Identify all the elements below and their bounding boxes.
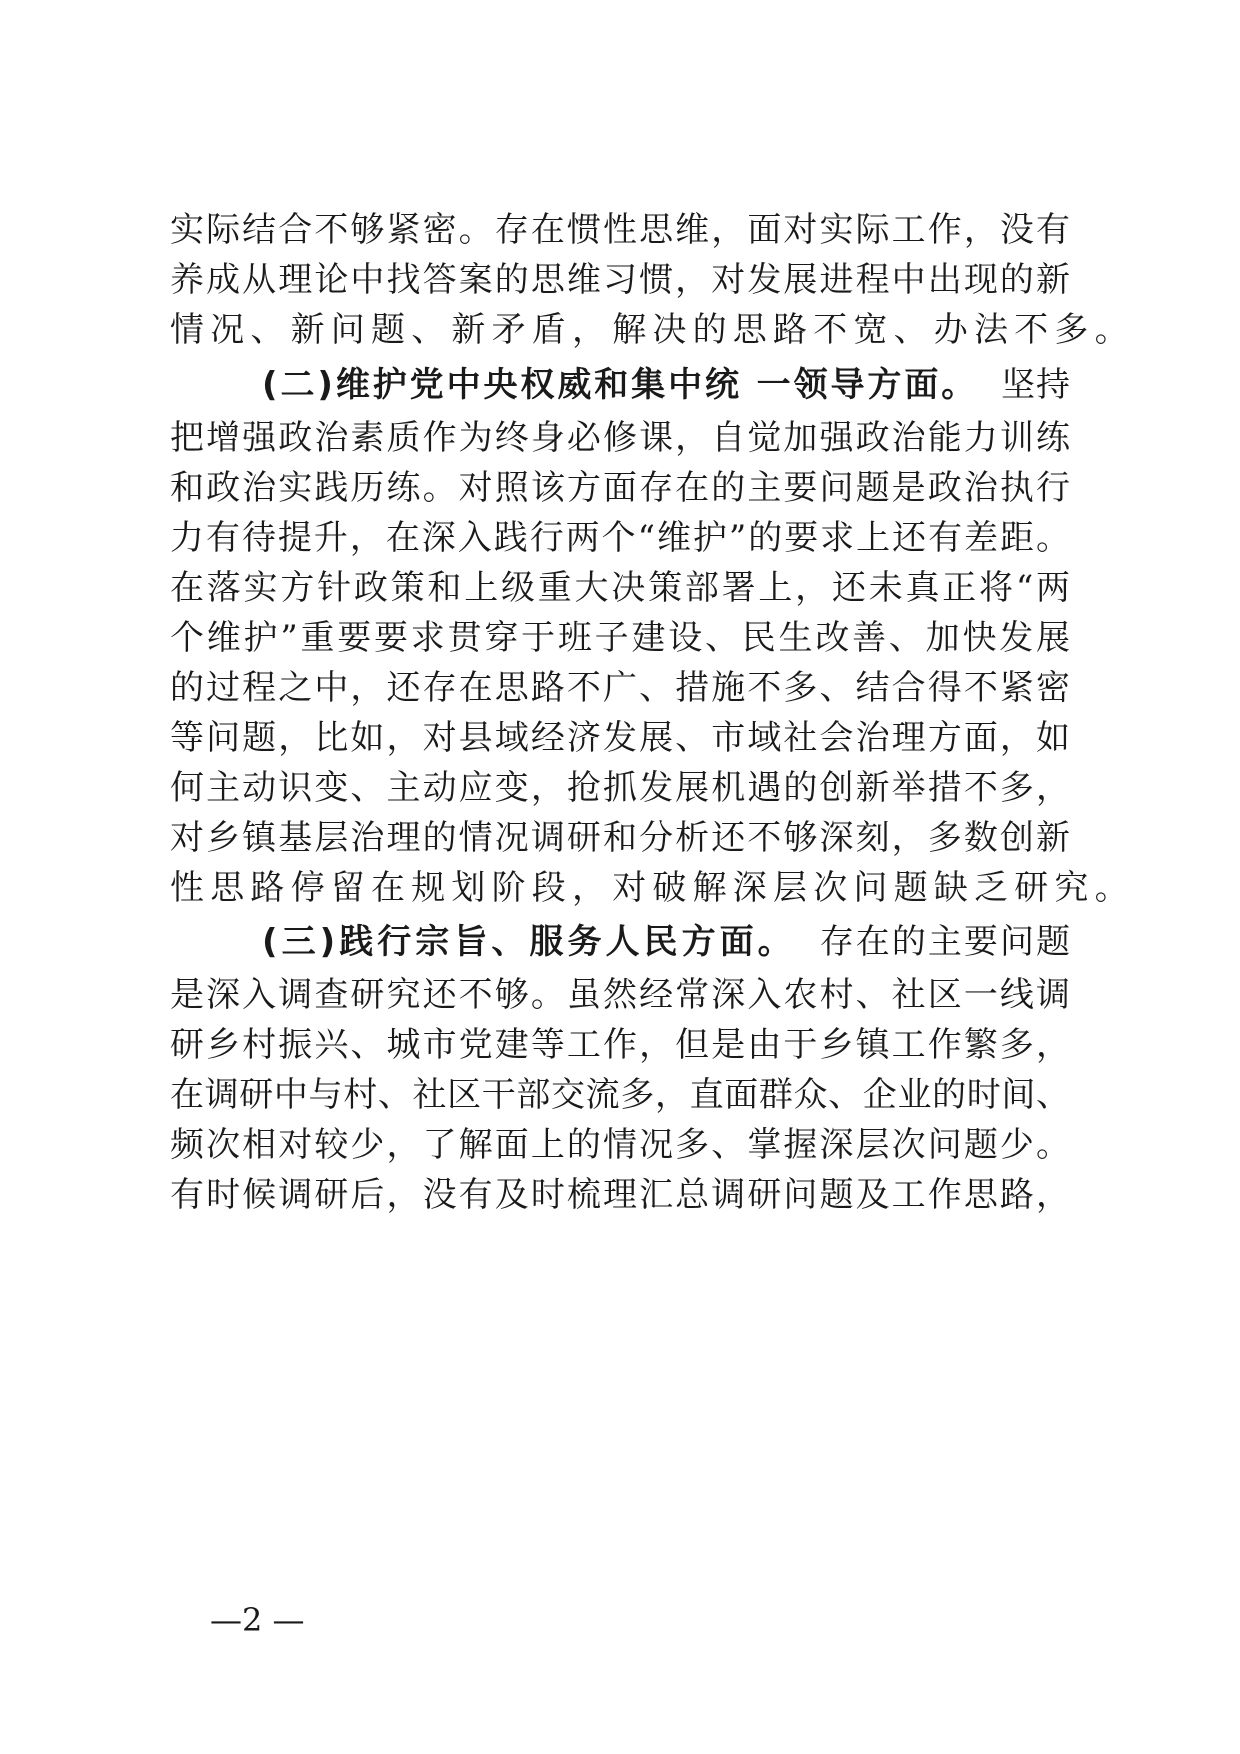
section-heading-line <box>262 359 1070 411</box>
body-text-line: 性思路停留在规划阶段，对破解深层次问题缺乏研究。 <box>170 868 1135 908</box>
section-heading: (三)践行宗旨、服务人民方面。 <box>262 922 796 962</box>
page-number: —2 — <box>210 1601 305 1639</box>
body-text-line: 何主动识变、主动应变，抢抓发展机遇的创新举措不多， <box>170 768 1070 808</box>
body-text-line: 频次相对较少，了解面上的情况多、掌握深层次问题少。 <box>170 1125 1070 1165</box>
section-heading-line <box>262 916 1070 968</box>
body-text-line: 个维护”重要要求贯穿于班子建设、民生改善、加快发展 <box>170 618 1070 658</box>
section-heading: (二)维护党中央权威和集中统 一领导方面。 <box>262 365 979 405</box>
body-text-line: 在调研中与村、社区干部交流多，直面群众、企业的时间、 <box>170 1075 1070 1115</box>
section-lead-text: 存在的主要问题 <box>817 922 1071 962</box>
body-text-line: 把增强政治素质作为终身必修课，自觉加强政治能力训练 <box>170 418 1070 458</box>
body-text-line: 养成从理论中找答案的思维习惯，对发展进程中出现的新 <box>170 260 1070 300</box>
body-text-line: 是深入调查研究还不够。虽然经常深入农村、社区一线调 <box>170 975 1070 1015</box>
body-text-line: 实际结合不够紧密。存在惯性思维，面对实际工作，没有 <box>170 210 1070 250</box>
body-text-line: 在落实方针政策和上级重大决策部署上，还未真正将“两 <box>170 568 1070 608</box>
body-text-line: 和政治实践历练。对照该方面存在的主要问题是政治执行 <box>170 468 1070 508</box>
body-text-line: 等问题，比如，对县域经济发展、市域社会治理方面，如 <box>170 718 1070 758</box>
section-lead-text: 坚持 <box>1000 365 1071 405</box>
body-text-line: 有时候调研后，没有及时梳理汇总调研问题及工作思路， <box>170 1175 1070 1215</box>
body-text-line: 的过程之中，还存在思路不广、措施不多、结合得不紧密 <box>170 668 1070 708</box>
body-text-line: 研乡村振兴、城市党建等工作，但是由于乡镇工作繁多， <box>170 1025 1070 1065</box>
body-text-line: 情况、新问题、新矛盾，解决的思路不宽、办法不多。 <box>170 310 1135 350</box>
body-text-line: 对乡镇基层治理的情况调研和分析还不够深刻，多数创新 <box>170 818 1070 858</box>
body-text-line: 力有待提升，在深入践行两个“维护”的要求上还有差距。 <box>170 518 1070 558</box>
